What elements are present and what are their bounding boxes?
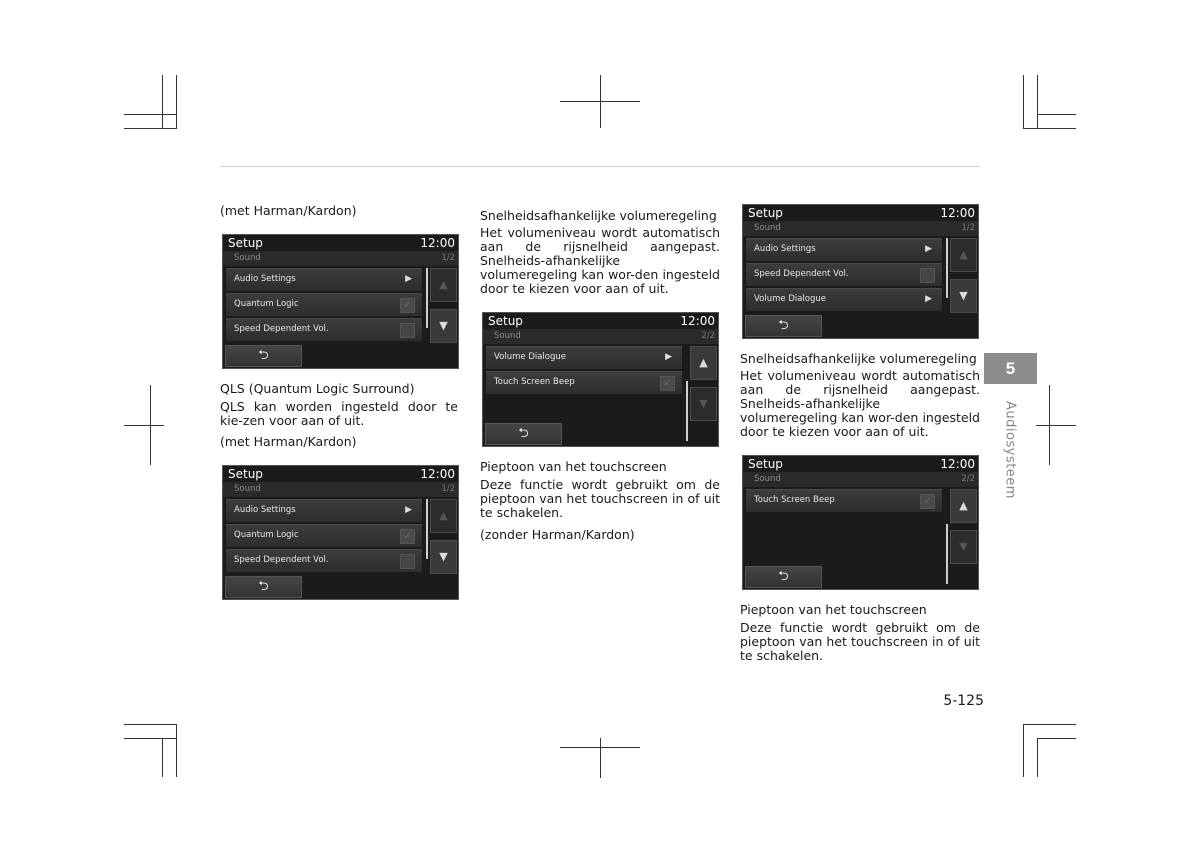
checkbox[interactable] [400,323,415,338]
menu-item-label: Audio Settings [234,274,296,284]
screen-title: Setup [228,236,263,250]
check-mark-icon[interactable]: ✓ [400,298,415,313]
setup-screen-1 [222,234,459,369]
menu-item-label: Speed Dependent Vol. [234,555,329,565]
menu-item-label: Volume Dialogue [494,352,567,362]
page-indicator: 2/2 [961,474,975,484]
scrollbar[interactable] [946,524,948,584]
beep-text: Deze functie wordt gebruikt om de pieptoon van het touchscreen in of uit te schakelen. [480,477,720,520]
screen-clock: 12:00 [940,457,975,471]
crop-mark [124,738,176,739]
caption-with-harman: (met Harman/Kardon) [220,434,357,449]
screen-title: Setup [488,314,523,328]
check-mark-icon[interactable]: ✓ [400,529,415,544]
menu-item-volume-dialogue[interactable] [486,346,682,369]
registration-mark [560,101,640,102]
menu-item-speed-dependent-vol[interactable] [226,549,422,572]
scrollbar[interactable] [686,381,688,441]
menu-item-audio-settings[interactable] [746,238,942,261]
menu-item-quantum-logic[interactable] [226,293,422,316]
screen-clock: 12:00 [940,206,975,220]
screen-clock: 12:00 [420,467,455,481]
return-arrow-icon[interactable]: ⮌ [745,566,822,588]
crop-mark [162,75,163,128]
menu-item-label: Touch Screen Beep [754,495,835,505]
subheader-label: Sound [754,223,781,233]
scrollbar[interactable] [946,238,948,298]
page-indicator: 1/2 [961,223,975,233]
play-triangle-icon: ▶ [925,294,932,304]
crop-mark [1023,724,1024,777]
speed-volume-heading: Snelheidsafhankelijke volumeregeling [740,351,977,366]
check-mark-icon[interactable]: ✓ [920,494,935,509]
setup-screen-3 [482,312,719,447]
up-triangle-icon[interactable]: ▲ [430,268,457,302]
return-arrow-icon[interactable]: ⮌ [485,423,562,445]
down-triangle-icon[interactable]: ▼ [950,279,977,313]
menu-item-touch-screen-beep[interactable] [486,371,682,394]
section-label: Audiosysteem [1002,401,1018,499]
crop-mark [1023,128,1076,129]
subheader-label: Sound [494,331,521,341]
screen-subheader [223,482,458,497]
crop-mark [1037,738,1076,739]
menu-item-label: Quantum Logic [234,299,299,309]
setup-screen-2 [222,465,459,600]
menu-item-audio-settings[interactable] [226,268,422,291]
crop-mark [124,724,177,725]
play-triangle-icon: ▶ [405,274,412,284]
screen-subheader [223,251,458,266]
page-number: 5-125 [943,693,984,709]
caption-without-harman: (zonder Harman/Kardon) [480,527,635,542]
return-arrow-icon[interactable]: ⮌ [225,345,302,367]
qls-text: QLS kan worden ingesteld door te kie-zen voor aan of uit. [220,399,458,428]
menu-item-label: Volume Dialogue [754,294,827,304]
screen-title: Setup [228,467,263,481]
menu-item-volume-dialogue[interactable] [746,288,942,311]
page-indicator: 2/2 [701,331,715,341]
page-indicator: 1/2 [441,484,455,494]
menu-item-label: Audio Settings [754,244,816,254]
menu-item-label: Touch Screen Beep [494,377,575,387]
chapter-tab: 5 [984,353,1037,384]
subheader-label: Sound [234,253,261,263]
beep-heading: Pieptoon van het touchscreen [740,602,927,617]
speed-volume-text: Het volumeniveau wordt automatisch aan de rijsnelheid aangepast. Snelheids-afhankelijke volumeregeling kan wor-den ingesteld door te kiezen voor aan of uit. [480,225,720,296]
down-triangle-icon[interactable]: ▼ [430,540,457,574]
registration-mark [560,747,640,748]
beep-heading: Pieptoon van het touchscreen [480,459,667,474]
screen-title: Setup [748,457,783,471]
up-triangle-icon[interactable]: ▲ [950,238,977,272]
subheader-label: Sound [754,474,781,484]
return-arrow-icon[interactable]: ⮌ [225,576,302,598]
screen-clock: 12:00 [680,314,715,328]
screen-subheader [483,329,718,344]
menu-item-label: Speed Dependent Vol. [754,269,849,279]
crop-mark [1037,114,1076,115]
header-rule [220,166,980,167]
menu-item-speed-dependent-vol[interactable] [226,318,422,341]
menu-item-label: Audio Settings [234,505,296,515]
crop-mark [1023,724,1076,725]
subheader-label: Sound [234,484,261,494]
crop-mark [162,738,163,777]
beep-text: Deze functie wordt gebruikt om de pieptoon van het touchscreen in of uit te schakelen. [740,620,980,663]
up-triangle-icon[interactable]: ▲ [950,489,977,523]
crop-mark [1037,75,1038,128]
crop-mark [124,128,177,129]
screen-subheader [743,221,978,236]
qls-heading: QLS (Quantum Logic Surround) [220,381,415,396]
up-triangle-icon[interactable]: ▲ [430,499,457,533]
crop-mark [1023,75,1024,128]
scrollbar[interactable] [426,499,428,559]
menu-item-touch-screen-beep[interactable] [746,489,942,512]
menu-item-speed-dependent-vol[interactable] [746,263,942,286]
crop-mark [124,114,176,115]
menu-item-label: Speed Dependent Vol. [234,324,329,334]
page-indicator: 1/2 [441,253,455,263]
registration-mark [124,425,164,426]
screen-clock: 12:00 [420,236,455,250]
play-triangle-icon: ▶ [925,244,932,254]
caption-with-harman: (met Harman/Kardon) [220,203,357,218]
crop-mark [176,724,177,777]
down-triangle-icon[interactable]: ▼ [950,530,977,564]
scrollbar[interactable] [426,268,428,328]
menu-item-quantum-logic[interactable] [226,524,422,547]
screen-title: Setup [748,206,783,220]
return-arrow-icon[interactable]: ⮌ [745,315,822,337]
play-triangle-icon: ▶ [405,505,412,515]
play-triangle-icon: ▶ [665,352,672,362]
crop-mark [176,75,177,128]
menu-item-label: Quantum Logic [234,530,299,540]
menu-item-audio-settings[interactable] [226,499,422,522]
setup-screen-5 [742,455,979,590]
setup-screen-4 [742,204,979,339]
check-mark-icon[interactable]: ✓ [660,376,675,391]
registration-mark [600,738,601,778]
crop-mark [1037,738,1038,777]
checkbox[interactable] [400,554,415,569]
checkbox[interactable] [920,268,935,283]
up-triangle-icon[interactable]: ▲ [690,346,717,380]
screen-subheader [743,472,978,487]
speed-volume-heading: Snelheidsafhankelijke volumeregeling [480,208,717,223]
speed-volume-text: Het volumeniveau wordt automatisch aan de rijsnelheid aangepast. Snelheids-afhankelijke volumeregeling kan wor-den ingesteld door te kiezen voor aan of uit. [740,368,980,439]
down-triangle-icon[interactable]: ▼ [690,387,717,421]
registration-mark [1036,425,1076,426]
down-triangle-icon[interactable]: ▼ [430,309,457,343]
